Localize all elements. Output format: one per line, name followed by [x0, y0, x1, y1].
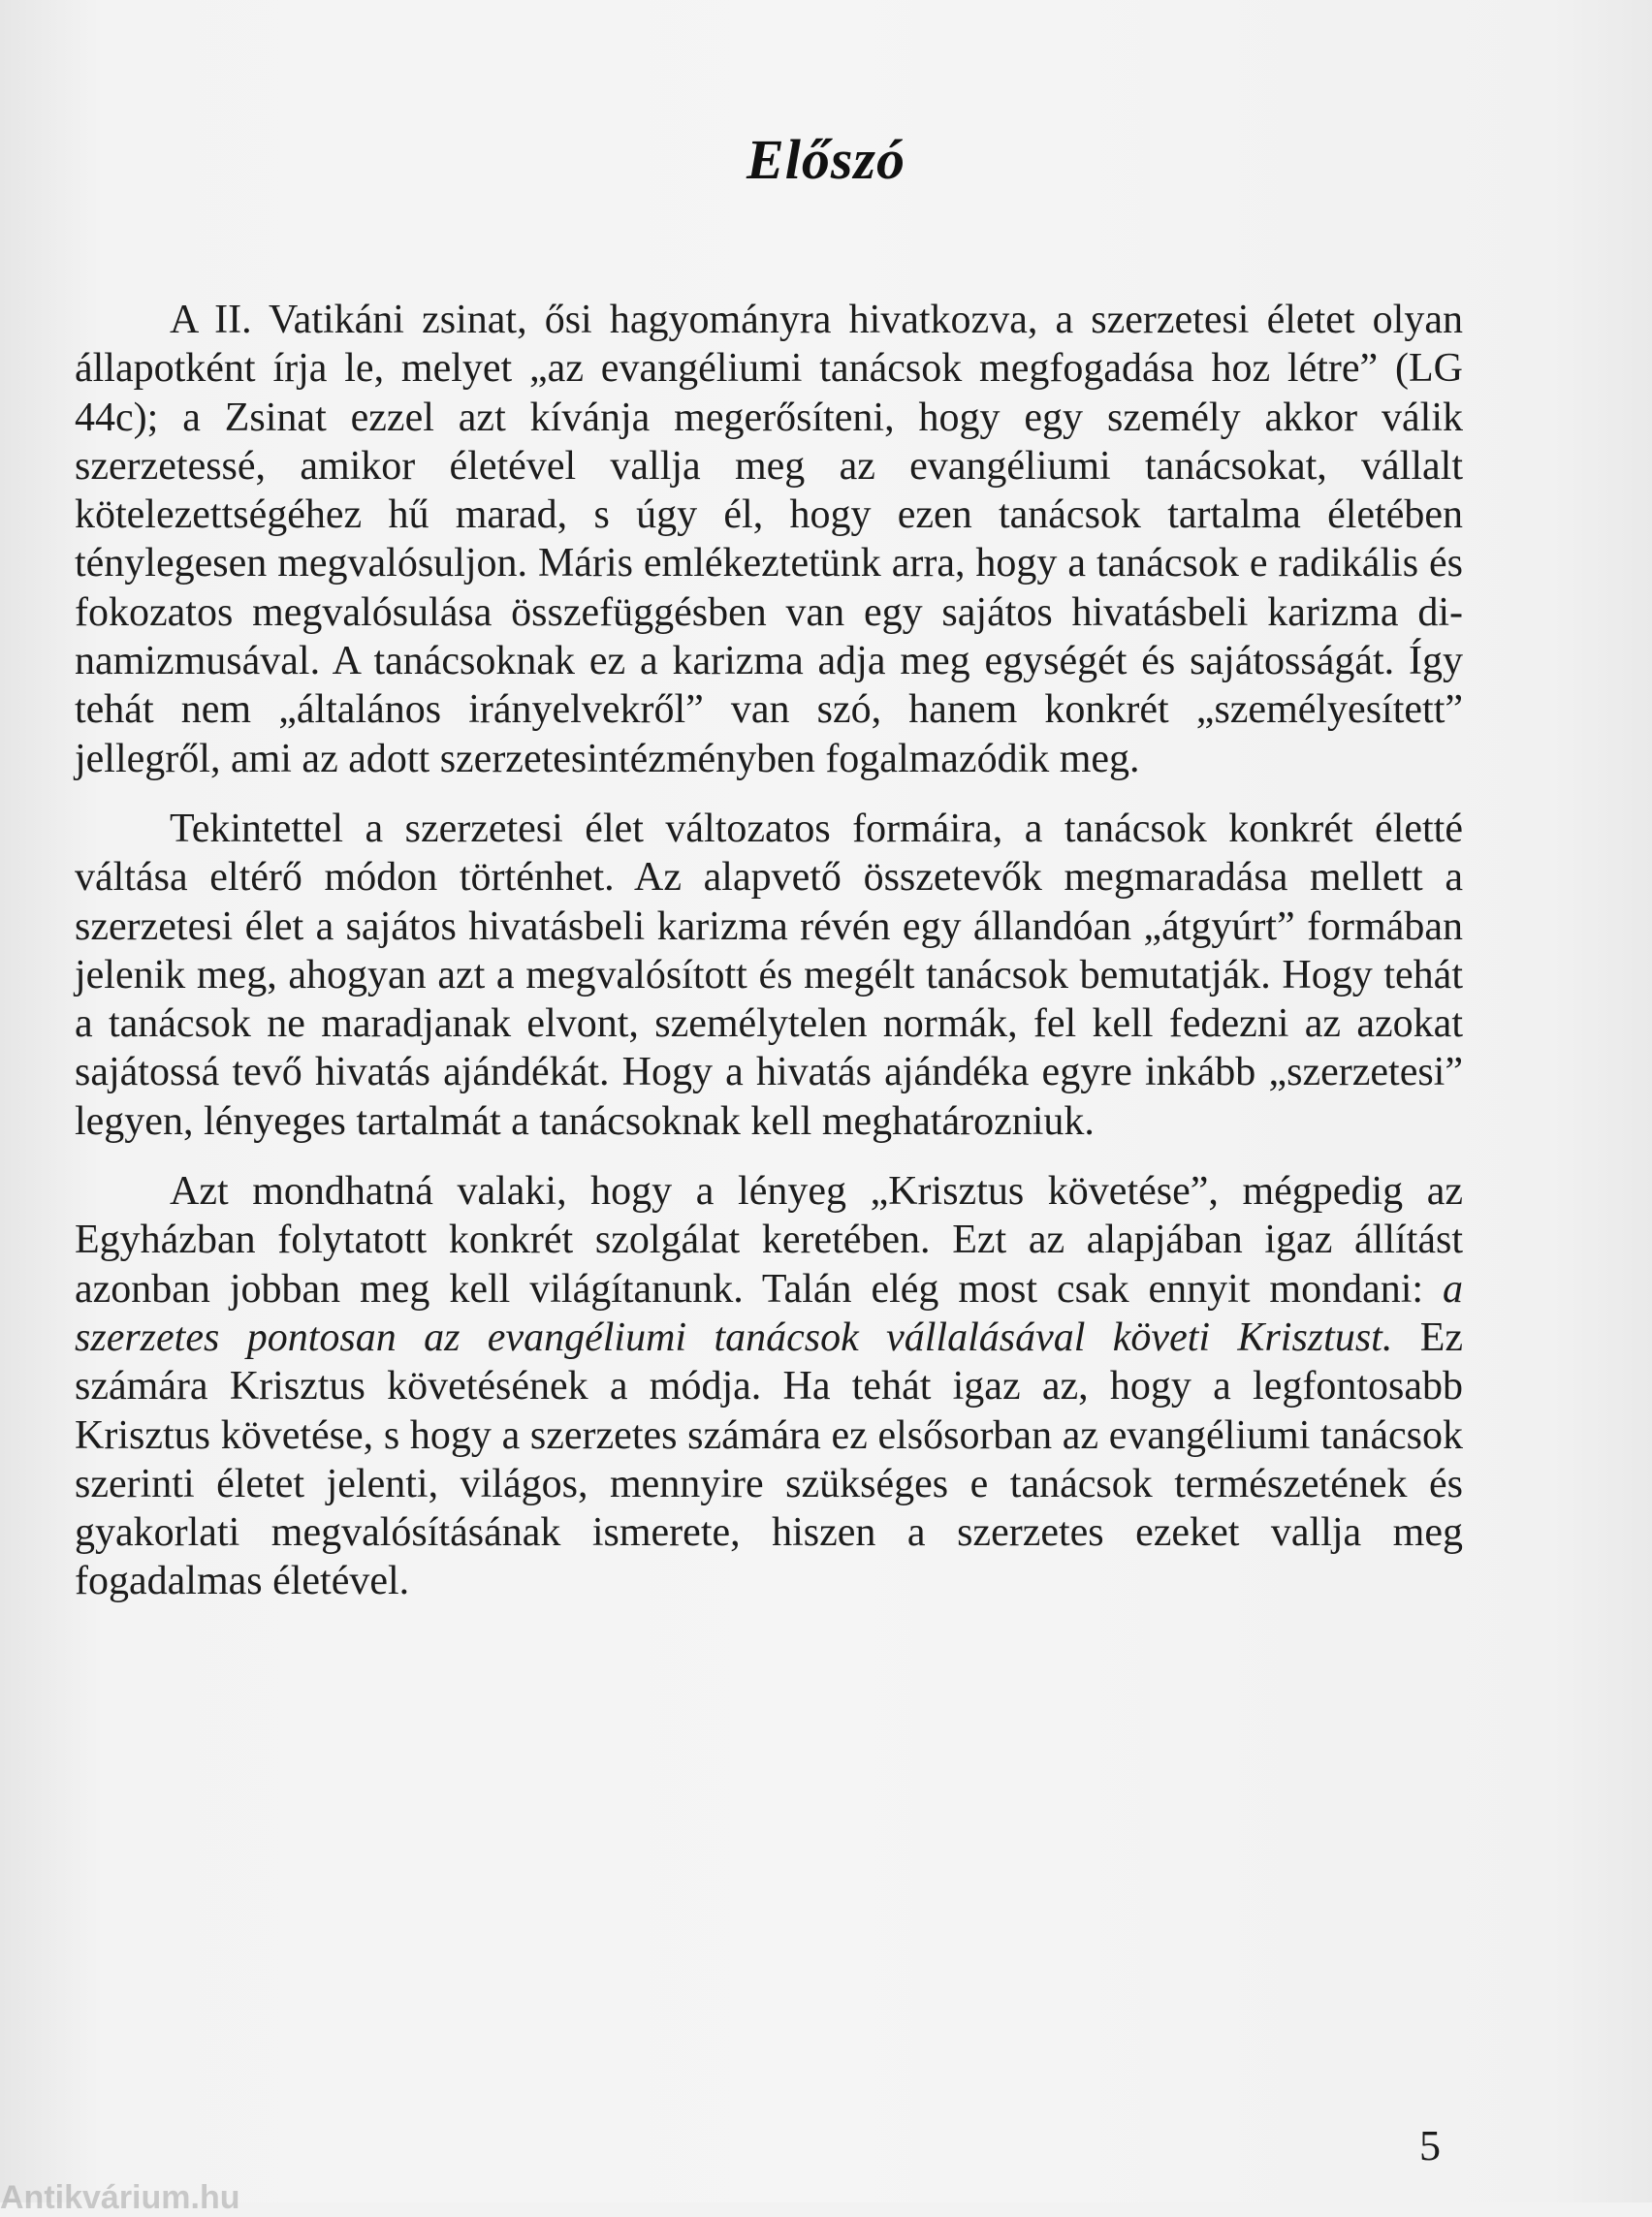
body-text	[75, 296, 1463, 1628]
paragraph-1: A II. Vatikáni zsinat, ősi hagyományra hivatkozva, a szerzetesi életet olyan állapotként írja le, melyet „az evangéliumi tanácsok megfogadása hoz létre” (LG 44c); a Zsinat ezzel azt kívánja megerősíteni, hogy egy személy akkor válik szerzetessé, amikor életével vallja meg az evangéliumi tanácsokat, vállalt kötelezettségéhez hű marad, s úgy él, hogy ezen tanácsok tartalma életében ténylegesen megvalósuljon. Máris emlékeztetünk arra, hogy a tanácsok e radikális és fokozatos megvalósulása összefüggésben van egy sajátos hivatásbeli karizma dinamizmusával. A tanácsoknak ez a karizma adja meg egységét és sajátosságát. Így tehát nem „általános irányelvekről” van szó, hanem konkrét „személyesített” jellegről, ami az adott szerzetesintézményben fogalmazódik meg.	[75, 298, 1463, 781]
paragraph-3-text-before: Azt mondhatná valaki, hogy a lényeg „Krisztus követése”, mégpedig az Egyházban folytatott konkrét szolgálat keretében. Ezt az alapjában igaz állítást azonban jobban meg kell világítanunk. Talán elég most csak ennyit mondani:	[75, 1169, 1463, 1312]
page-number: 5	[1419, 2122, 1441, 2169]
paragraph-3-italic-text: a szerzetes pontosan az evangéliumi tanácsok vállalásával követi Krisztust.	[75, 1266, 1463, 1360]
paragraph-3	[75, 1167, 1463, 1606]
paragraph-2: Tekintettel a szerzetesi élet változatos formáira, a tanácsok konkrét életté váltása eltérő módon történhet. Az alapvető összetevők megmaradása mellett a szerzetesi élet a sajátos hivatásbeli karizma révén egy állandóan „átgyúrt” formában jelenik meg, ahogyan azt a megvalósított és megélt tanácsok bemutatják. Hogy tehát a tanácsok ne maradjanak elvont, személytelen normák, fel kell fedezni az azokat sajátossá tevő hivatás ajándékát. Hogy a hivatás ajándéka egyre inkább „szerzetesi” legyen, lényeges tartalmát a tanácsoknak kell meghatározniuk.	[75, 806, 1463, 1144]
paragraph-3-text-after: Ez számára Krisztus követésének a módja. Ha tehát igaz az, hogy a legfontosabb Krisztus követése, s hogy a szerzetes számára ez elsősorban az evangéliumi tanácsok szerinti életet jelenti, világos, mennyire szükséges e tanácsok természetének és gyakorlati megvalósításának ismerete, hiszen a szerzetes ezeket vallja meg fogadalmas életével.	[75, 1314, 1463, 1604]
watermark: Antikvárium.hu	[0, 2179, 240, 2216]
page-title: Előszó	[747, 127, 905, 191]
